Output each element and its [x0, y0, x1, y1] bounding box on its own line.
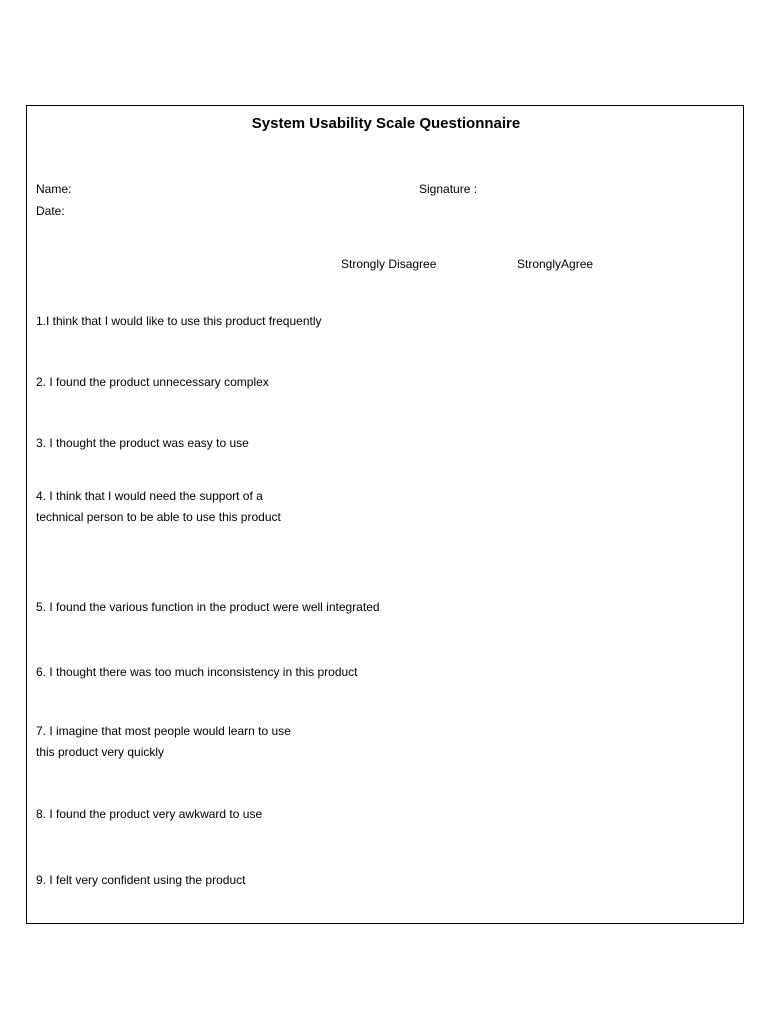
question-7-line-2: this product very quickly [36, 745, 165, 759]
question-1-line-1: 1.I think that I would like to use this product frequently [36, 314, 322, 328]
name-label: Name: [36, 182, 72, 196]
question-5-line-1: 5. I found the various function in the product were well integrated [36, 600, 380, 614]
question-8 [36, 804, 262, 825]
question-2 [36, 372, 269, 393]
question-3 [36, 433, 249, 454]
question-1 [36, 311, 322, 332]
question-6-line-1: 6. I thought there was too much inconsistency in this product [36, 665, 358, 679]
question-8-line-1: 8. I found the product very awkward to use [36, 807, 263, 821]
question-9-line-1: 9. I felt very confident using the product [36, 873, 246, 887]
signature-label: Signature : [419, 182, 478, 196]
question-9 [36, 870, 245, 891]
question-2-line-1: 2. I found the product unnecessary complex [36, 375, 269, 389]
question-3-line-1: 3. I thought the product was easy to use [36, 436, 249, 450]
question-5 [36, 597, 380, 618]
scale-strongly-agree-label: StronglyAgree [517, 257, 594, 271]
question-7 [36, 721, 291, 763]
date-label: Date: [36, 204, 65, 218]
question-6 [36, 662, 358, 683]
question-4-line-2: technical person to be able to use this product [36, 510, 281, 524]
question-4-line-1: 4. I think that I would need the support of a [36, 489, 263, 503]
question-7-line-1: 7. I imagine that most people would learn to use [36, 724, 291, 738]
question-4 [36, 486, 281, 528]
form-title: System Usability Scale Questionnaire [251, 115, 521, 132]
questionnaire-form [26, 105, 744, 924]
scale-strongly-disagree-label: Strongly Disagree [341, 257, 437, 271]
